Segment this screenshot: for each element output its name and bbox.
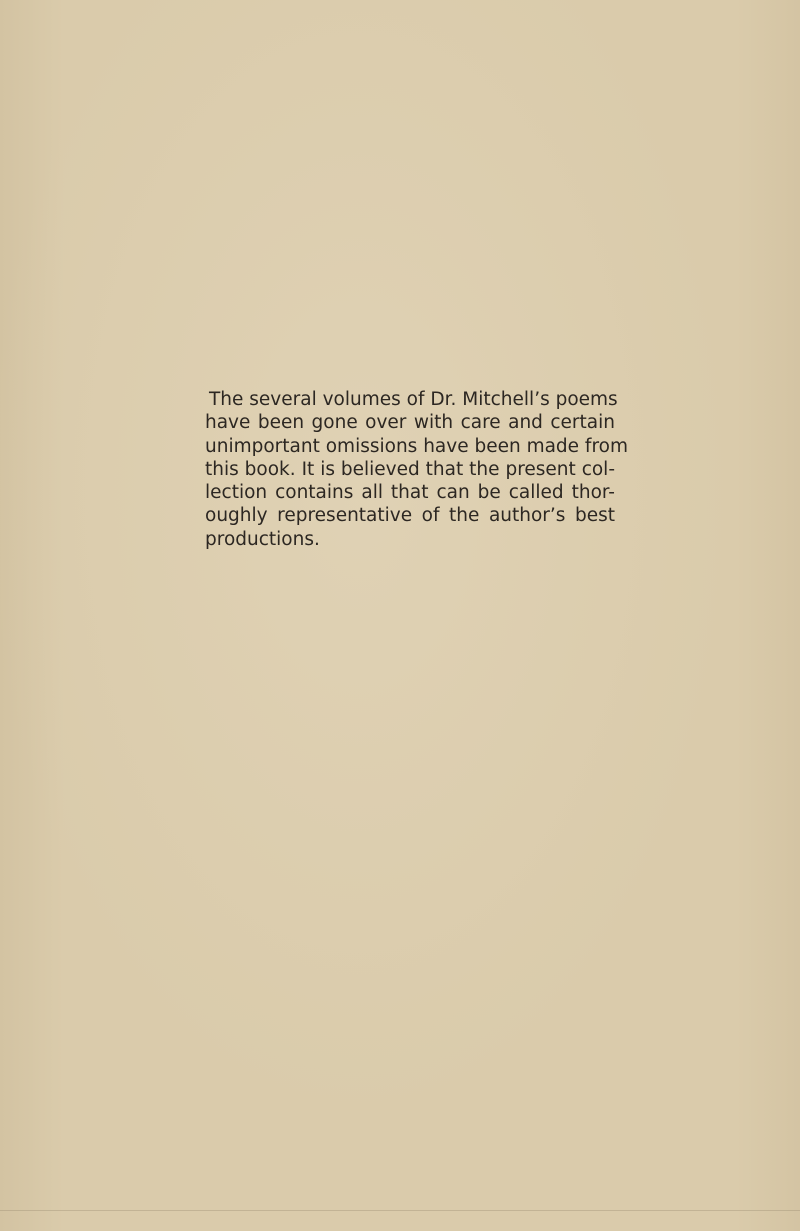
paragraph-line: oughly representative of the author’s best (205, 505, 615, 527)
paragraph-line: The several volumes of Dr. Mitchell’s poems (209, 389, 618, 410)
paragraph-line: lection contains all that can be called thor- (205, 482, 615, 504)
paragraph-line: unimportant omissions have been made from (205, 435, 628, 457)
editorial-note-paragraph (205, 388, 628, 551)
paragraph-line: have been gone over with care and certain (205, 412, 615, 434)
paragraph-line-last: productions. (205, 528, 320, 550)
page-edge-divider (0, 1210, 800, 1211)
paragraph-line: this book. It is believed that the present col- (205, 458, 615, 480)
